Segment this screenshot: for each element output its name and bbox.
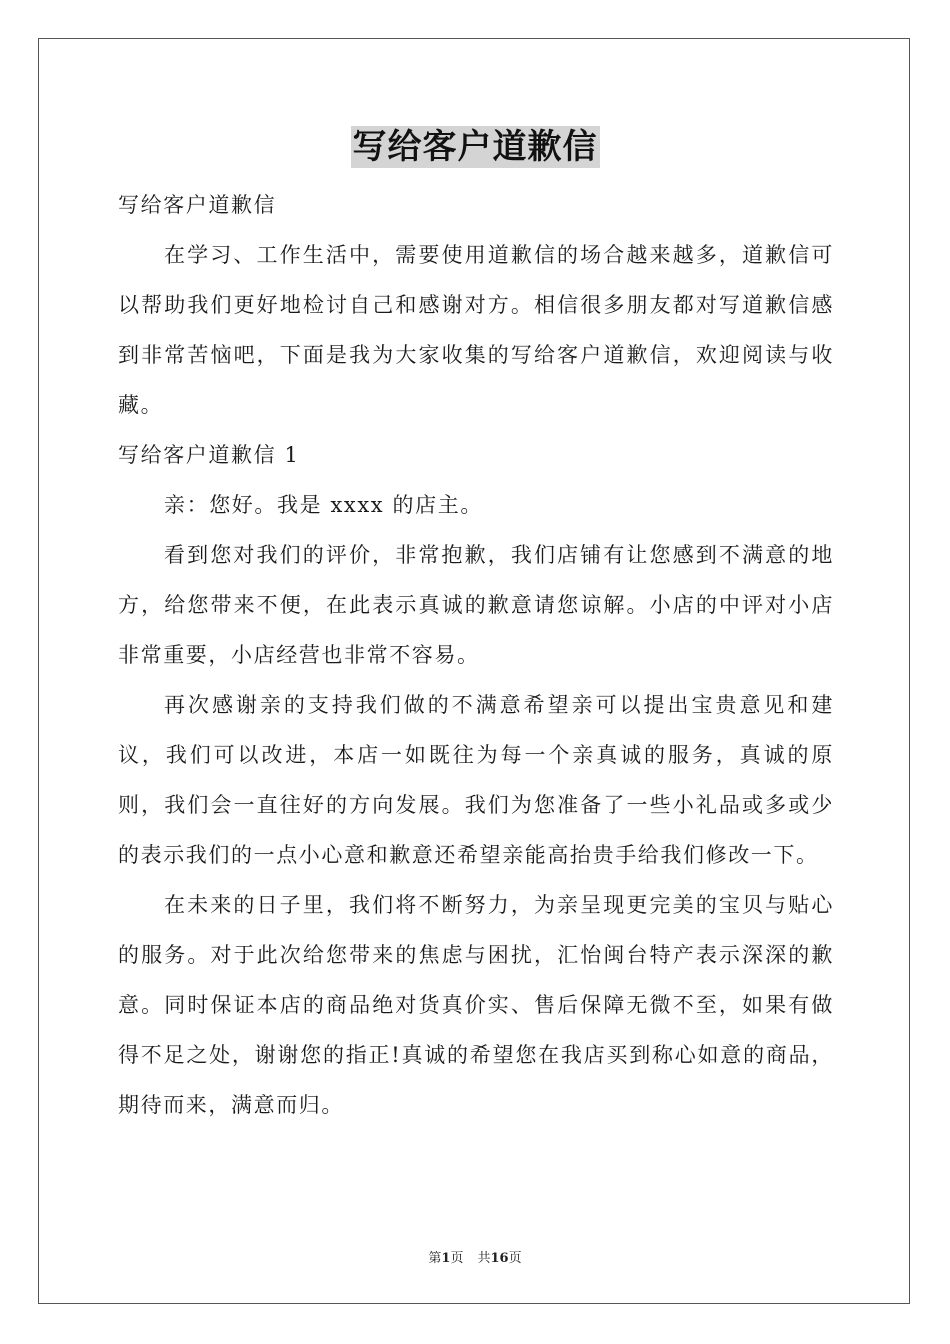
document-title: 写给客户道歉信 (352, 127, 598, 167)
paragraph: 写给客户道歉信 1 (118, 443, 300, 467)
title-container (0, 126, 950, 168)
paragraph: 在学习、工作生活中，需要使用道歉信的场合越来越多，道歉信可以帮助我们更好地检讨自己和感谢对方。相信很多朋友都对写道歉信感到非常苦恼吧，下面是我为大家收集的写给客户道歉信，欢迎阅读与收藏。 (118, 243, 834, 417)
page-footer (0, 1247, 950, 1266)
paragraph: 再次感谢亲的支持我们做的不满意希望亲可以提出宝贵意见和建议，我们可以改进，本店一如既往为每一个亲真诚的服务，真诚的原则，我们会一直往好的方向发展。我们为您准备了一些小礼品或多或少的表示我们的一点小心意和歉意还希望亲能高抬贵手给我们修改一下。 (118, 693, 834, 867)
paragraph: 在未来的日子里，我们将不断努力，为亲呈现更完美的宝贝与贴心的服务。对于此次给您带来的焦虑与困扰，汇怡闽台特产表示深深的歉意。同时保证本店的商品绝对货真价实、售后保障无微不至，如果有做得不足之处，谢谢您的指正!真诚的希望您在我店买到称心如意的商品，期待而来，满意而归。 (118, 893, 834, 1117)
footer-total-prefix: 共 (477, 1251, 491, 1266)
document-body (118, 180, 834, 1130)
paragraph: 看到您对我们的评价，非常抱歉，我们店铺有让您感到不满意的地方，给您带来不便，在此表示真诚的歉意请您谅解。小店的中评对小店非常重要，小店经营也非常不容易。 (118, 543, 834, 667)
footer-total-pages: 16 (490, 1251, 509, 1266)
footer-current-page: 1 (441, 1251, 451, 1266)
footer-total-unit: 页 (508, 1251, 522, 1266)
paragraph: 亲：您好。我是 xxxx 的店主。 (164, 493, 483, 517)
footer-prefix: 第 (428, 1251, 442, 1266)
footer-page-unit: 页 (450, 1251, 464, 1266)
paragraph: 写给客户道歉信 (118, 193, 277, 217)
